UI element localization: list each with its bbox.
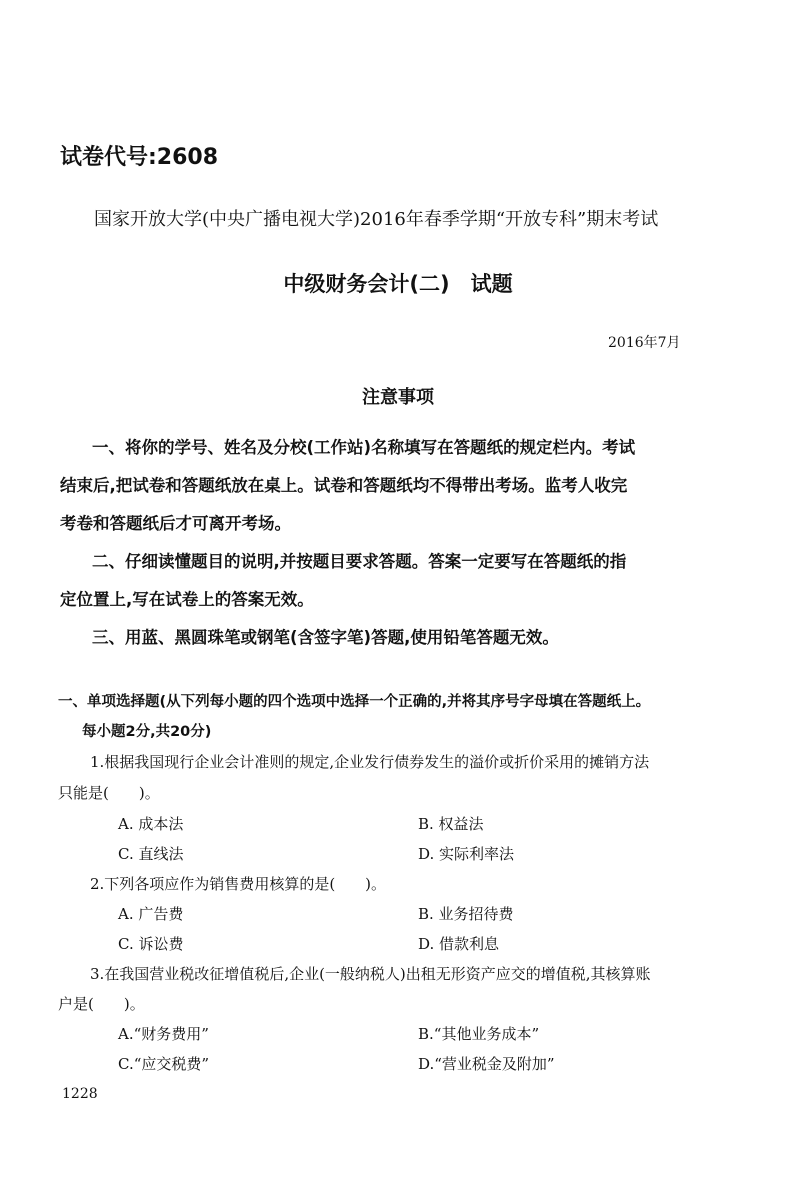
notice-line: 二、仔细读懂题目的说明,并按题目要求答题。答案一定要写在答题纸的指 — [92, 552, 627, 571]
option-b: B. 权益法 — [418, 815, 484, 833]
option-b: B. 业务招待费 — [418, 905, 514, 923]
section-heading: 一、单项选择题(从下列每小题的四个选项中选择一个正确的,并将其序号字母填在答题纸上。 — [58, 694, 651, 710]
notice-line: 三、用蓝、黑圆珠笔或钢笔(含签字笔)答题,使用铅笔答题无效。 — [92, 628, 559, 647]
question-text: 户是( )。 — [58, 995, 145, 1013]
notice-line: 一、将你的学号、姓名及分校(工作站)名称填写在答题纸的规定栏内。考试 — [92, 438, 636, 457]
page-number: 1228 — [62, 1086, 98, 1102]
question-text: 2.下列各项应作为销售费用核算的是( )。 — [90, 875, 387, 893]
option-c: C.“应交税费” — [118, 1055, 210, 1073]
question-text: 只能是( )。 — [58, 784, 160, 802]
exam-line: 国家开放大学(中央广播电视大学)2016年春季学期“开放专科”期末考试 — [94, 209, 659, 230]
option-a: A.“财务费用” — [118, 1025, 209, 1043]
question-text: 3.在我国营业税改征增值税后,企业(一般纳税人)出租无形资产应交的增值税,其核算账 — [90, 965, 651, 983]
option-d: D. 借款利息 — [418, 935, 500, 953]
page-title: 中级财务会计(二) 试题 — [283, 272, 513, 296]
option-c: C. 诉讼费 — [118, 935, 184, 953]
exam-date: 2016年7月 — [608, 335, 681, 351]
notice-line: 结束后,把试卷和答题纸放在桌上。试卷和答题纸均不得带出考场。监考人收完 — [60, 476, 628, 495]
option-d: D. 实际利率法 — [418, 845, 515, 863]
paper-code: 试卷代号:2608 — [60, 145, 219, 170]
notice-line: 定位置上,写在试卷上的答案无效。 — [60, 590, 314, 609]
notice-heading: 注意事项 — [362, 387, 434, 408]
option-b: B.“其他业务成本” — [418, 1025, 540, 1043]
option-d: D.“营业税金及附加” — [418, 1055, 555, 1073]
notice-line: 考卷和答题纸后才可离开考场。 — [60, 514, 291, 533]
question-text: 1.根据我国现行企业会计准则的规定,企业发行债券发生的溢价或折价采用的摊销方法 — [90, 753, 650, 771]
section-heading-points: 每小题2分,共20分) — [82, 724, 212, 740]
option-c: C. 直线法 — [118, 845, 184, 863]
option-a: A. 广告费 — [118, 905, 184, 923]
option-a: A. 成本法 — [118, 815, 184, 833]
